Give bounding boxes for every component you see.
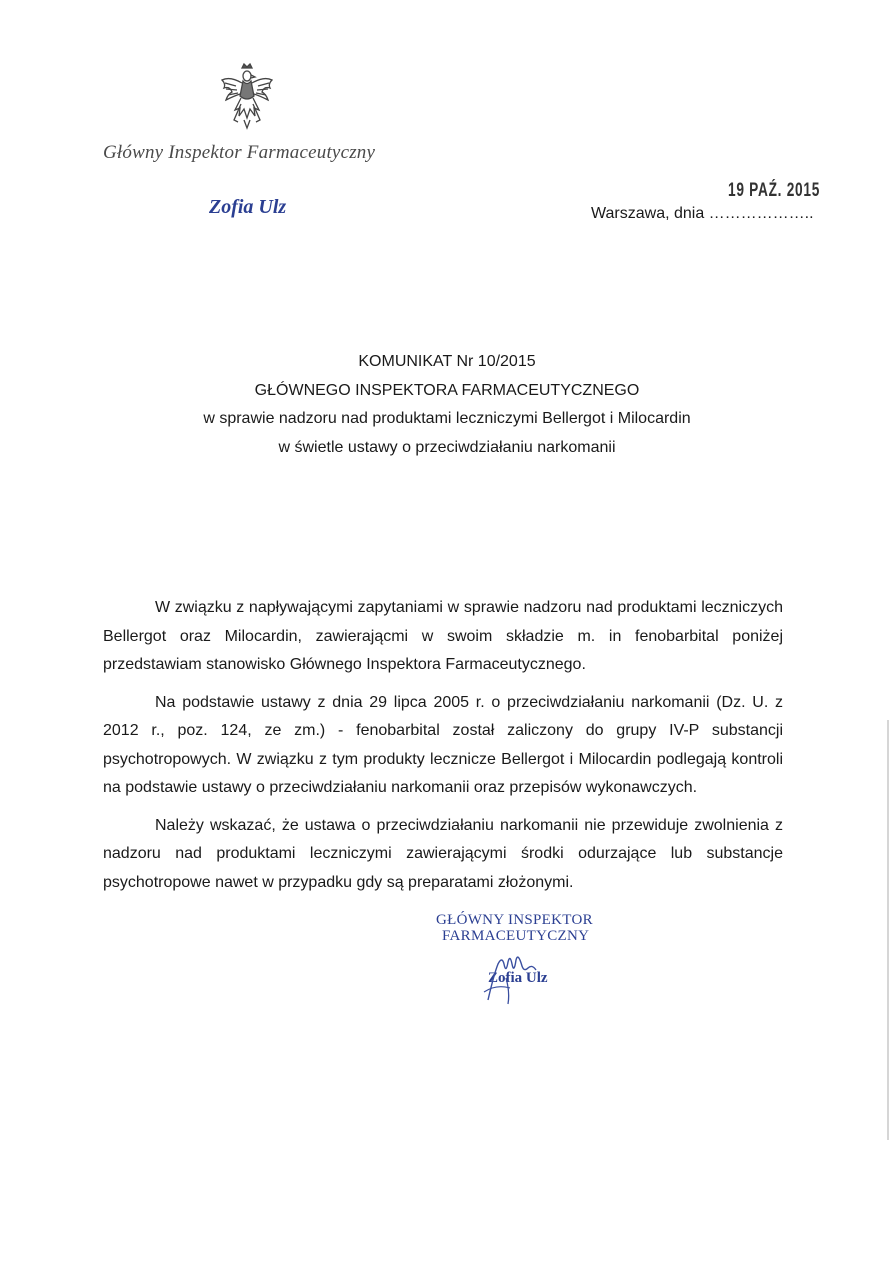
title-line-subject: w sprawie nadzoru nad produktami leczniczymi Bellergot i Milocardin (203, 410, 691, 427)
document-body (103, 594, 783, 906)
body-paragraph: Należy wskazać, że ustawa o przeciwdziałaniu narkomanii nie przewiduje zwolnienia z nadzoru nad produktami leczniczymi zawierającymi środki odurzające lub substancje psychotropowe nawet w przypadku gdy są preparatami złożonymi. (103, 816, 783, 891)
body-paragraph: Na podstawie ustawy z dnia 29 lipca 2005 r. o przeciwdziałaniu narkomanii (Dz. U. z 2012 r., poz. 124, ze zm.) - fenobarbital został zaliczony do grupy IV-P substancji psychotropowych. W związku z tym produkty lecznicze Bellergot i Milocardin podlegają kontroli na podstawie ustawy o przeciwdziałaniu narkomanii oraz przepisów wykonawczych. (103, 693, 783, 796)
stamp-signatory-name: Zofia Ulz (488, 970, 548, 986)
head-name: Zofia Ulz (209, 196, 287, 218)
stamp-title-line-1: GŁÓWNY INSPEKTOR (436, 912, 593, 928)
handwritten-signature-icon (476, 934, 566, 1006)
place-and-date: Warszawa, dnia ……………….. (591, 205, 814, 222)
title-line-number: KOMUNIKAT Nr 10/2015 (358, 353, 536, 370)
received-date-stamp: 19 PAŹ. 2015 (728, 180, 821, 201)
title-line-context: w świetle ustawy o przeciwdziałaniu narkomanii (278, 438, 616, 456)
polish-eagle-emblem-icon (216, 62, 278, 132)
document-title (100, 348, 794, 462)
signature-stamp (430, 912, 616, 1007)
title-line-issuer: GŁÓWNEGO INSPEKTORA FARMACEUTYCZNEGO (254, 381, 640, 399)
stamp-title-line-2: FARMACEUTYCZNY (442, 928, 590, 944)
body-paragraph: W związku z napływającymi zapytaniami w sprawie nadzoru nad produktami leczniczych Bellergot oraz Milocardin, zawierającmi w swoim składzie m. in fenobarbital poniżej przedstawiam stanowisko Głównego Inspektora Farmaceutycznego. (103, 599, 783, 673)
scan-edge-line (887, 720, 889, 1140)
institution-name: Główny Inspektor Farmaceutyczny (103, 142, 376, 163)
